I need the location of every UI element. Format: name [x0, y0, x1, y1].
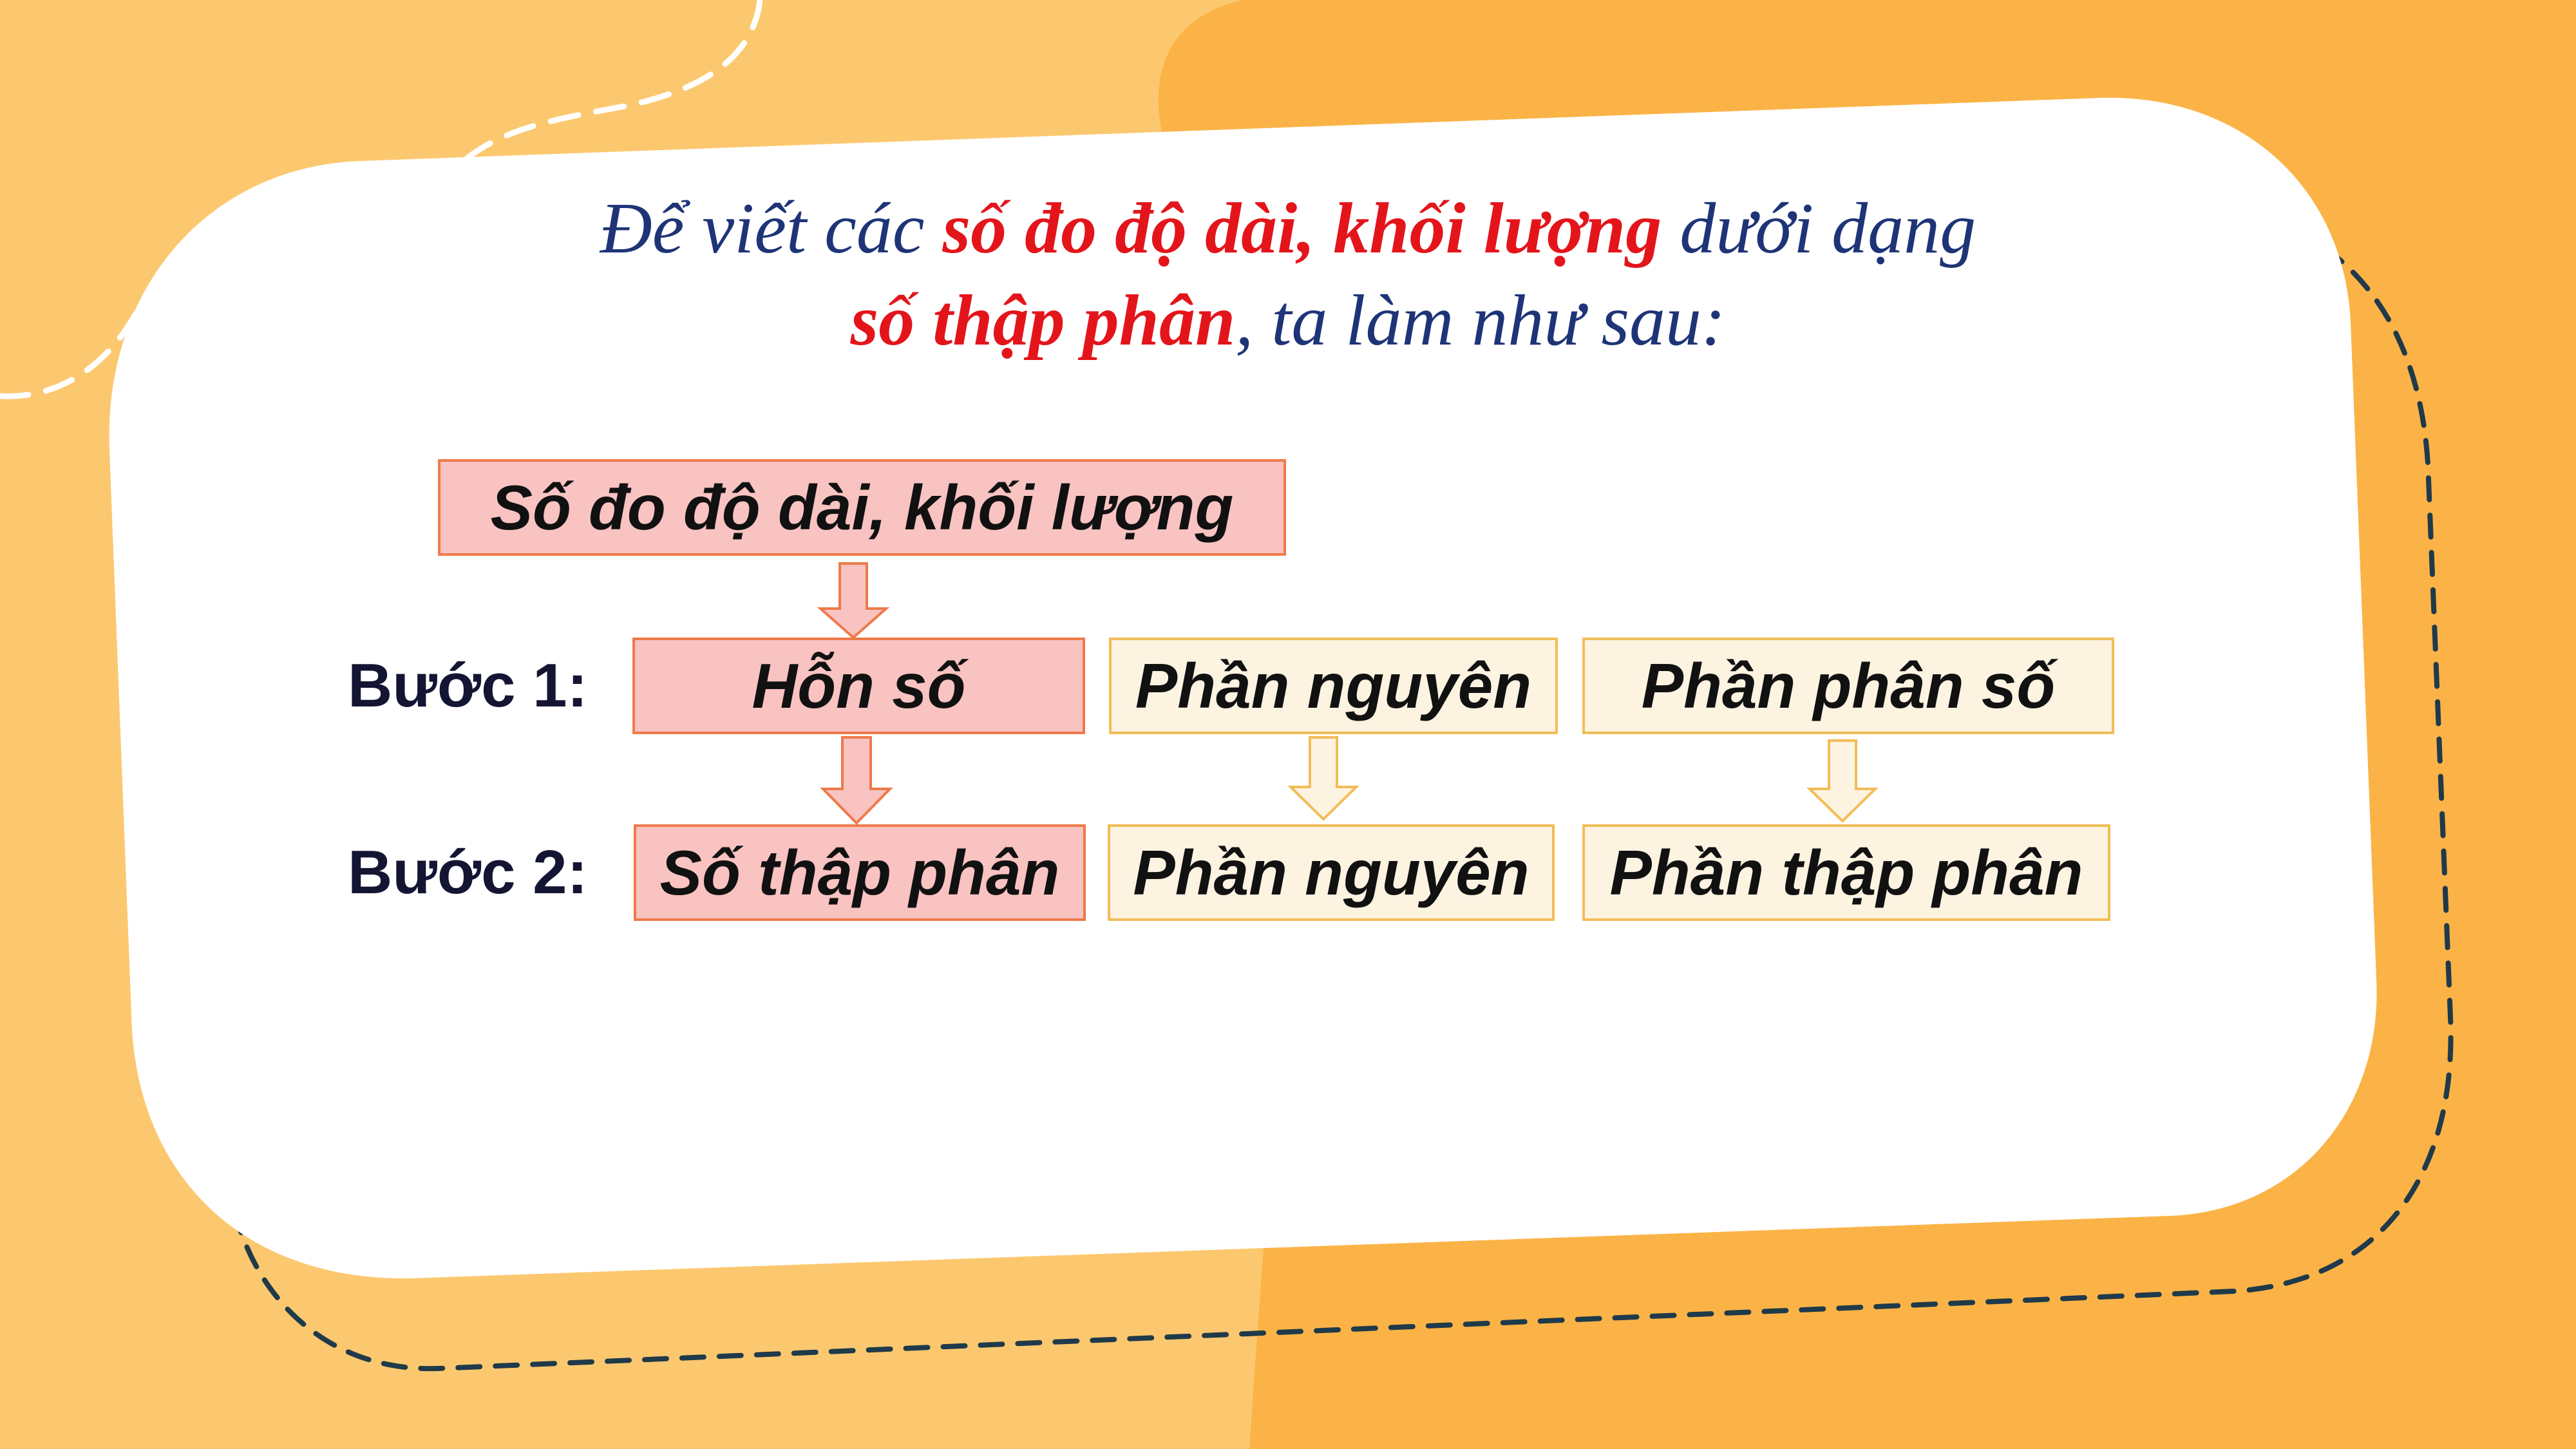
title-line2-highlight: số thập phân [850, 281, 1236, 361]
decimal-part-box: Phần thập phân [1582, 824, 2110, 921]
length-mass-measure-box: Số đo độ dài, khối lượng [438, 459, 1286, 556]
title-line1-highlight: số đo độ dài, khối lượng [942, 189, 1662, 269]
down-arrow-icon [820, 564, 886, 638]
step-1-label: Bước 1: [348, 651, 588, 720]
decimal-number-box: Số thập phân [634, 824, 1086, 921]
title-line1-suffix: dưới dạng [1662, 189, 1976, 269]
fraction-part-box: Phần phân số [1582, 638, 2114, 734]
title-line2-suffix: , ta làm như sau: [1235, 281, 1726, 361]
down-arrow-icon [823, 737, 890, 823]
step-2-label: Bước 2: [348, 838, 588, 907]
whole-part-box-step1: Phần nguyên [1109, 638, 1558, 734]
down-arrow-icon [1291, 737, 1356, 819]
down-arrow-icon [1810, 741, 1875, 821]
mixed-number-box: Hỗn số [632, 638, 1085, 734]
whole-part-box-step2: Phần nguyên [1108, 824, 1555, 921]
title-line1-prefix: Để viết các [600, 189, 943, 269]
